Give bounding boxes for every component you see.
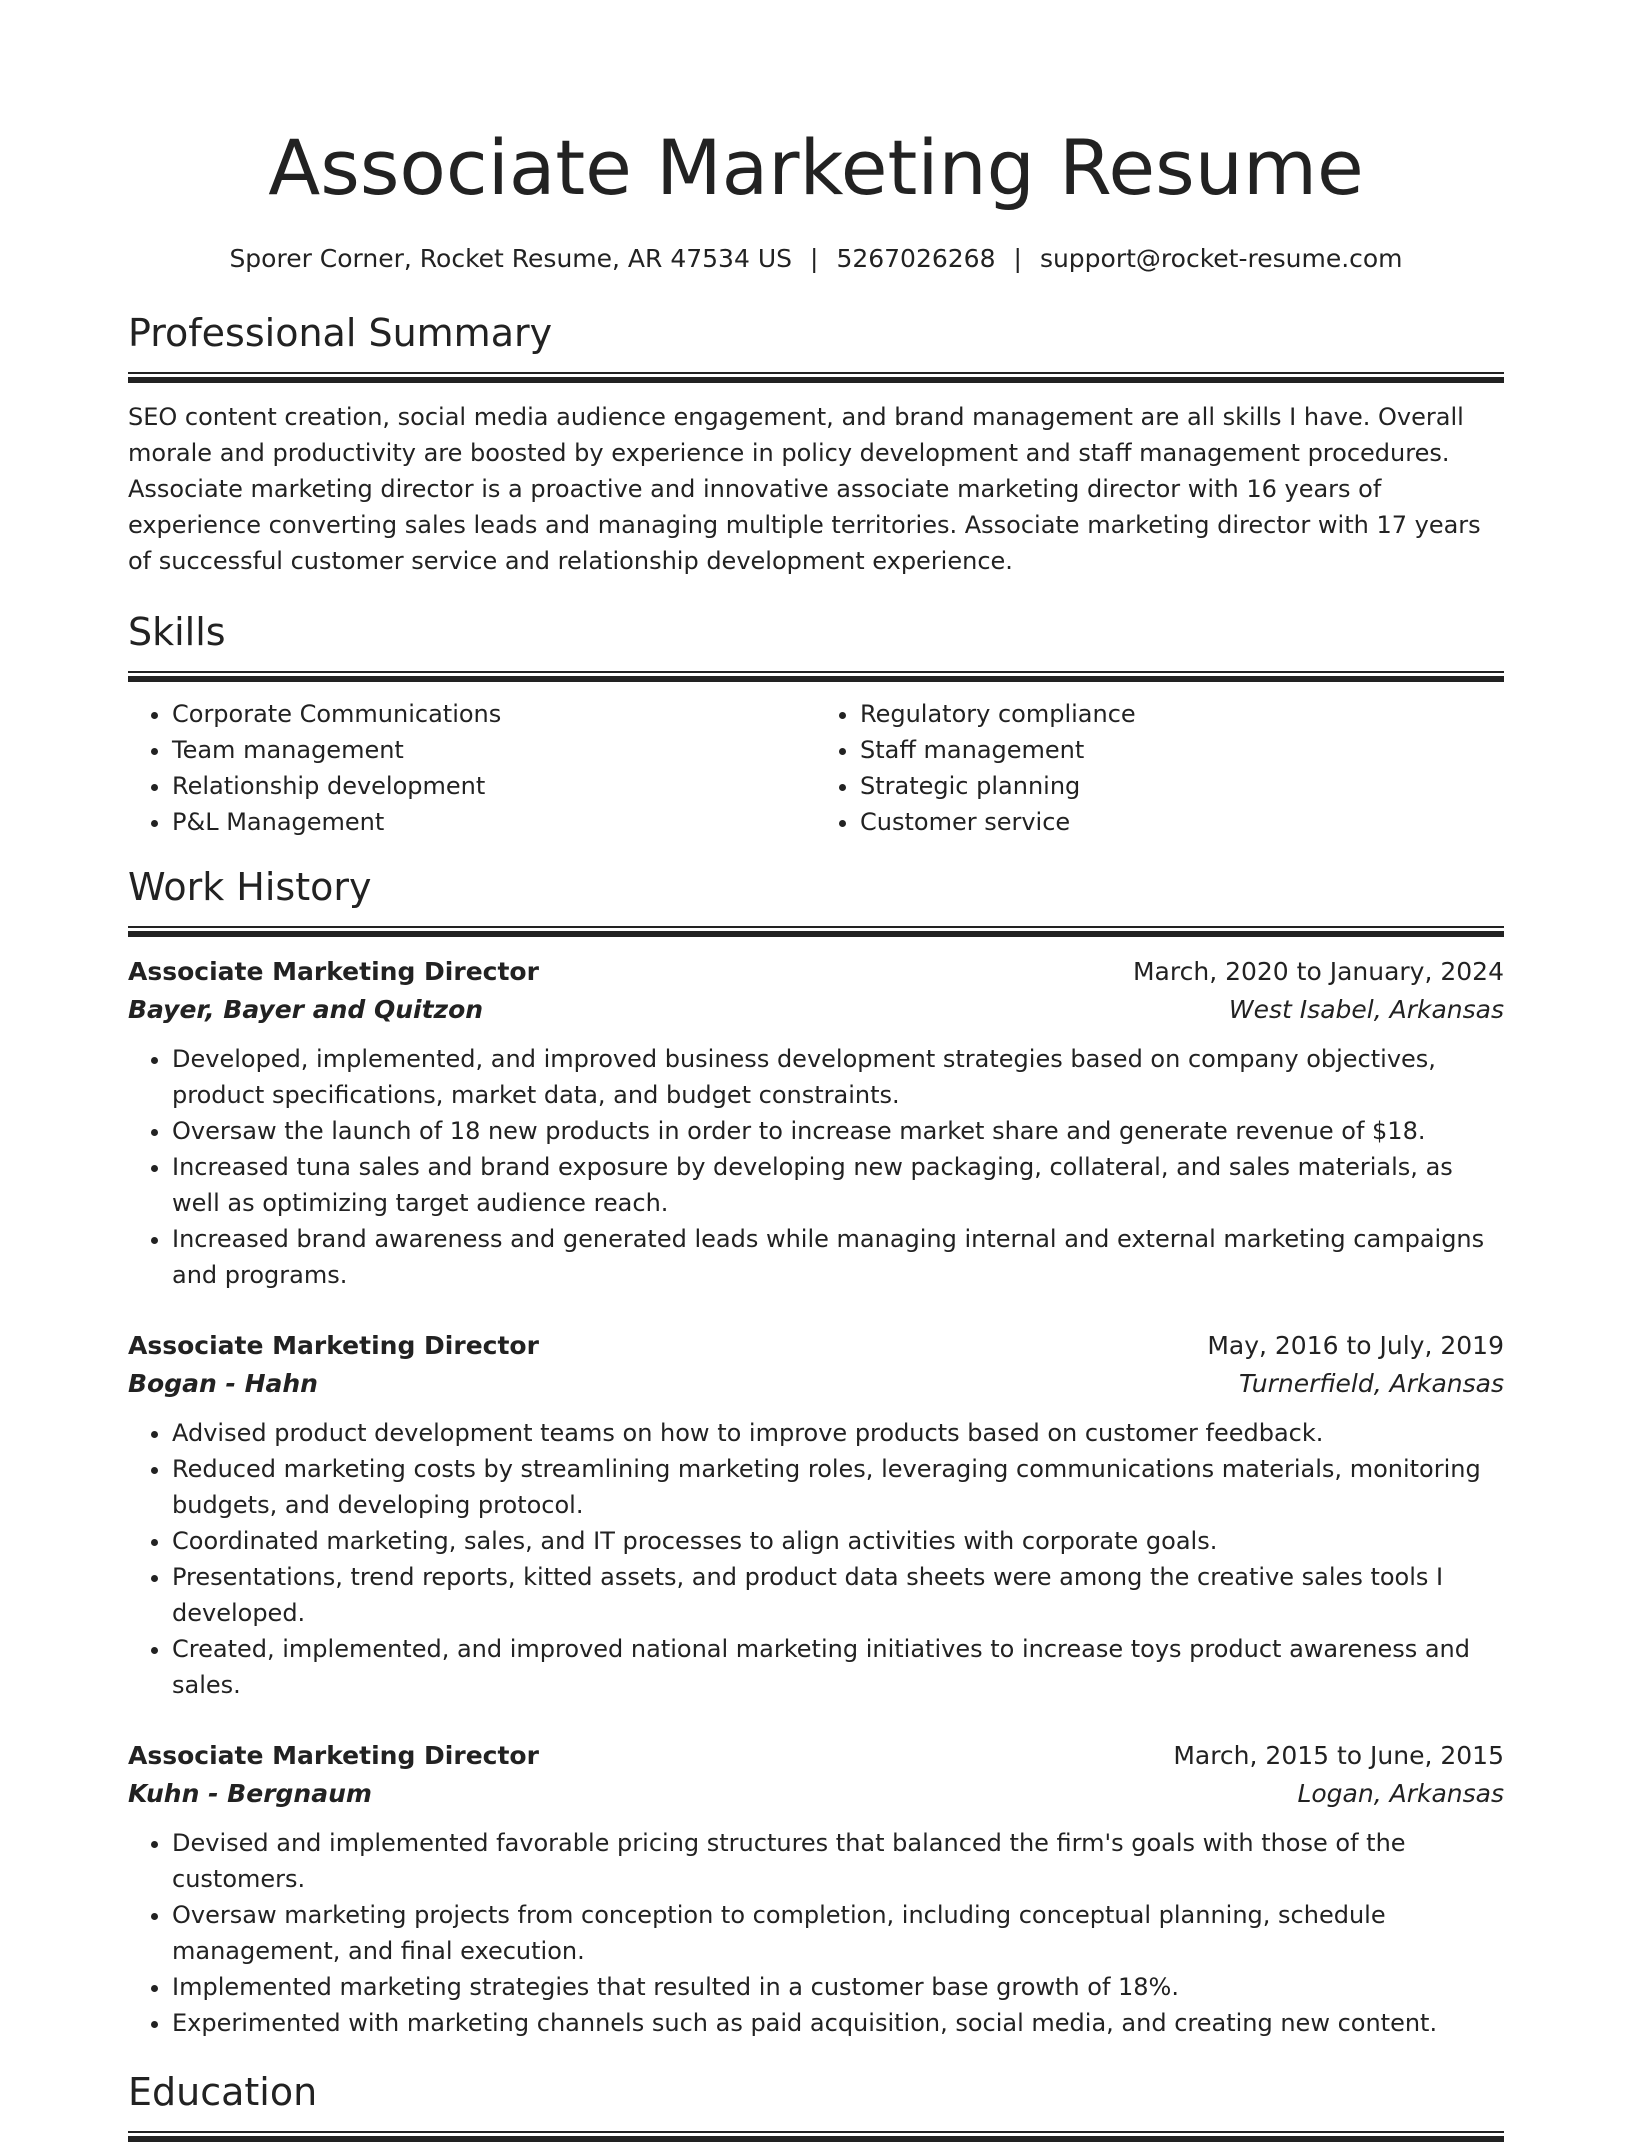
skill-item: • Regulatory compliance [860, 696, 1504, 732]
work-history-section [128, 862, 1504, 2041]
contact-email: support@rocket-resume.com [1039, 244, 1403, 273]
job-bullet: • Coordinated marketing, sales, and IT processes to align activities with corporate goals. [172, 1523, 1504, 1559]
education-heading: Education [128, 2070, 318, 2114]
job-location: West Isabel, Arkansas [1228, 995, 1504, 1024]
skill-item: • Team management [172, 732, 816, 768]
job-bullet: • Implemented marketing strategies that resulted in a customer base growth of 18%. [172, 1969, 1504, 2005]
job-title: Associate Marketing Director [128, 1741, 539, 1770]
education-section [128, 2067, 1504, 2142]
job-company: Bayer, Bayer and Quitzon [128, 995, 484, 1024]
job-company: Bogan - Hahn [128, 1369, 318, 1398]
skill-item: • Strategic planning [860, 768, 1504, 804]
job-bullet: • Reduced marketing costs by streamlining marketing roles, leveraging communications materials, monitoring budgets, and developing protocol. [172, 1451, 1504, 1523]
job-entry [128, 1737, 1504, 2041]
job-bullet: • Advised product development teams on how to improve products based on customer feedback. [172, 1415, 1504, 1451]
summary-heading: Professional Summary [128, 311, 553, 355]
job-bullet: • Experimented with marketing channels such as paid acquisition, social media, and creating new content. [172, 2005, 1504, 2041]
work-history-heading: Work History [128, 865, 372, 909]
skill-item: • P&L Management [172, 804, 816, 840]
job-bullet: • Created, implemented, and improved national marketing initiatives to increase toys product awareness and sales. [172, 1631, 1504, 1703]
contact-separator: | [810, 244, 819, 273]
job-dates: March, 2020 to January, 2024 [1132, 957, 1504, 986]
job-title: Associate Marketing Director [128, 1331, 539, 1360]
job-bullet: • Oversaw marketing projects from conception to completion, including conceptual planning, schedule management, and final execution. [172, 1897, 1504, 1969]
section-divider [128, 926, 1504, 937]
job-bullet: • Increased tuna sales and brand exposure by developing new packaging, collateral, and sales materials, as well as optimizing target audience reach. [172, 1149, 1504, 1221]
skill-item: • Relationship development [172, 768, 816, 804]
skill-item: • Staff management [860, 732, 1504, 768]
job-location: Logan, Arkansas [1297, 1779, 1504, 1808]
skills-section [128, 607, 1504, 840]
skills-columns [128, 696, 1504, 840]
contact-separator: | [1013, 244, 1022, 273]
job-bullet: • Developed, implemented, and improved business development strategies based on company objectives, product specifications, market data, and budget constraints. [172, 1041, 1504, 1113]
job-dates: March, 2015 to June, 2015 [1173, 1741, 1504, 1770]
job-entry [128, 953, 1504, 1293]
summary-section [128, 308, 1504, 579]
job-dates: May, 2016 to July, 2019 [1207, 1331, 1504, 1360]
section-divider [128, 671, 1504, 682]
skill-item: • Customer service [860, 804, 1504, 840]
job-entry [128, 1327, 1504, 1703]
resume-title: Associate Marketing Resume [268, 123, 1364, 212]
job-company: Kuhn - Bergnaum [128, 1779, 372, 1808]
job-location: Turnerfield, Arkansas [1238, 1369, 1504, 1398]
job-bullet: • Increased brand awareness and generated leads while managing internal and external marketing campaigns and programs. [172, 1221, 1504, 1293]
summary-text: SEO content creation, social media audience engagement, and brand management are all skills I have. Overall morale and productivity are boosted by experience in policy development and staff management procedures. Associate marketing director is a proactive and innovative associate marketing director with 16 years of experience converting sales leads and managing multiple territories. Associate marketing director with 17 years of successful customer service and relationship development experience. [128, 403, 1481, 575]
job-title: Associate Marketing Director [128, 957, 539, 986]
job-bullet: • Oversaw the launch of 18 new products in order to increase market share and generate revenue of $18. [172, 1113, 1504, 1149]
skill-item: • Corporate Communications [172, 696, 816, 732]
job-bullets [128, 1041, 1504, 1293]
job-bullets [128, 1415, 1504, 1703]
job-bullet: • Devised and implemented favorable pricing structures that balanced the firm's goals with those of the customers. [172, 1825, 1504, 1897]
skills-list-right [816, 696, 1504, 840]
contact-address: Sporer Corner, Rocket Resume, AR 47534 US [229, 244, 792, 273]
section-divider [128, 2131, 1504, 2142]
skills-list-left [128, 696, 816, 840]
job-bullet: • Presentations, trend reports, kitted assets, and product data sheets were among the creative sales tools I developed. [172, 1559, 1504, 1631]
contact-line [128, 242, 1504, 276]
job-bullets [128, 1825, 1504, 2041]
skills-heading: Skills [128, 610, 226, 654]
contact-phone: 5267026268 [836, 244, 996, 273]
section-divider [128, 372, 1504, 383]
